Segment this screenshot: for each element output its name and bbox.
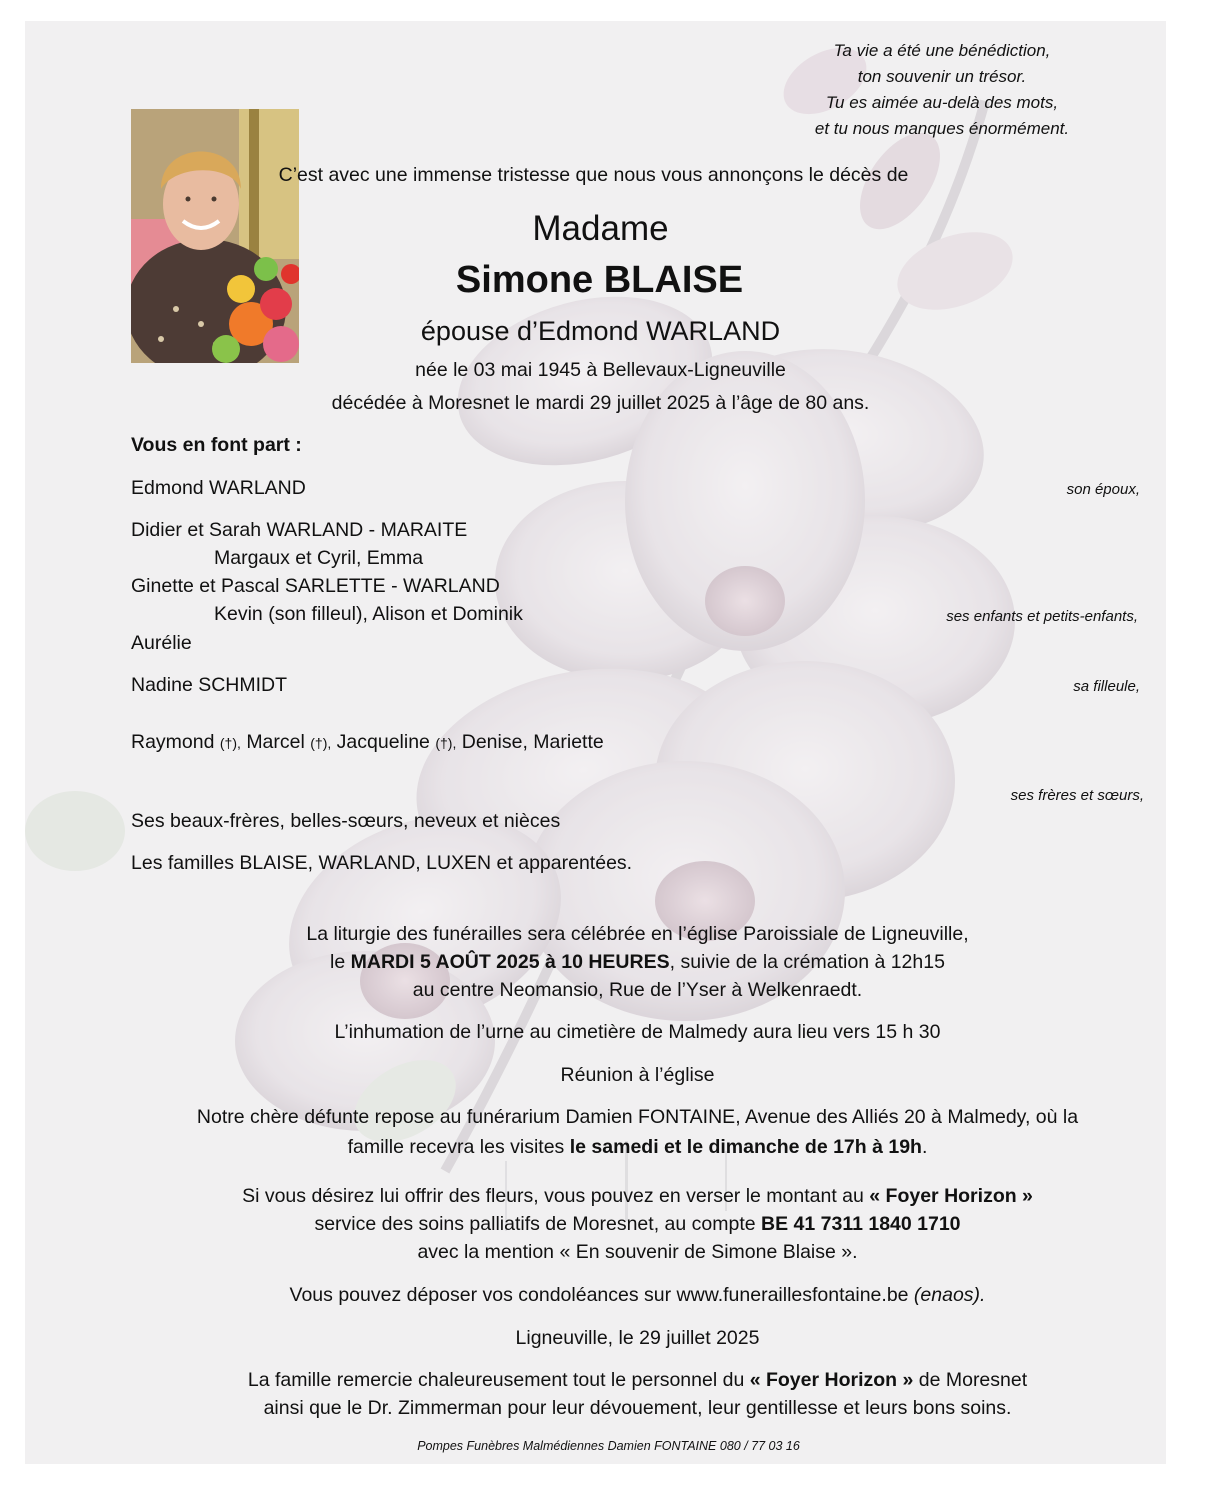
- footer-funeral-home: Pompes Funèbres Malmédiennes Damien FONTAINE 080 / 77 03 16: [417, 1439, 800, 1453]
- poem-line: Tu es aimée au-delà des mots,: [825, 93, 1059, 112]
- poem-line: et tu nous manques énormément.: [814, 119, 1070, 138]
- poem-line: ton souvenir un trésor.: [857, 67, 1027, 86]
- sibling-name: Raymond: [131, 731, 215, 753]
- dagger-mark: (†),: [435, 735, 457, 751]
- poem-line: Ta vie a été une bénédiction,: [833, 41, 1051, 60]
- sibling-name: Denise, Mariette: [461, 731, 604, 753]
- funeral-line-2: le MARDI 5 AOÛT 2025 à 10 HEURES, suivie de la crémation à 12h15: [330, 951, 945, 973]
- dagger-mark: (†),: [310, 735, 332, 751]
- grandchildren-line: Kevin (son filleul), Alison et Dominik: [214, 603, 523, 625]
- birth-line: née le 03 mai 1945 à Bellevaux-Ligneuville: [415, 359, 786, 381]
- resting-line-2: famille recevra les visites le samedi et le dimanche de 17h à 19h.: [347, 1136, 928, 1158]
- thanks-line-2: ainsi que le Dr. Zimmerman pour leur dévouement, leur gentillesse et leurs bons soins.: [263, 1397, 1012, 1419]
- donation-line-2: service des soins palliatifs de Moresnet, au compte BE 41 7311 1840 1710: [314, 1213, 961, 1235]
- dagger-mark: (†),: [219, 735, 241, 751]
- funeral-line-1: La liturgie des funérailles sera célébrée en l’église Paroissiale de Ligneuville,: [306, 923, 969, 945]
- sibling-name: Marcel: [246, 731, 305, 753]
- families-line: Les familles BLAISE, WARLAND, LUXEN et apparentées.: [131, 852, 633, 874]
- funeral-date: MARDI 5 AOÛT 2025 à 10 HEURES: [350, 951, 670, 973]
- funeral-line-3: au centre Neomansio, Rue de l’Yser à Welkenraedt.: [412, 979, 863, 1001]
- goddaughter-name: Nadine SCHMIDT: [131, 674, 288, 696]
- siblings-line: [131, 731, 604, 754]
- meeting-line: Réunion à l’église: [560, 1064, 715, 1086]
- child-line: Ginette et Pascal SARLETTE - WARLAND: [131, 575, 500, 597]
- foyer-horizon: « Foyer Horizon »: [869, 1185, 1033, 1207]
- burial-line: L’inhumation de l’urne au cimetière de Malmedy aura lieu vers 15 h 30: [334, 1021, 941, 1043]
- donation-line-1: Si vous désirez lui offrir des fleurs, vous pouvez en verser le montant au « Foyer Horizon »: [242, 1185, 1033, 1207]
- inlaws-line: Ses beaux-frères, belles-sœurs, neveux et nièces: [131, 810, 561, 832]
- resting-line-1: Notre chère défunte repose au funérarium Damien FONTAINE, Avenue des Alliés 20 à Malmedy, où la: [196, 1106, 1079, 1128]
- intro-text: C’est avec une immense tristesse que nous vous annonçons le décès de: [278, 164, 909, 186]
- sibling-name: Jacqueline: [336, 731, 430, 753]
- deceased-title: Madame: [532, 209, 669, 248]
- bank-account: BE 41 7311 1840 1710: [761, 1213, 961, 1235]
- thanks-line-1: La famille remercie chaleureusement tout le personnel du « Foyer Horizon » de Moresnet: [247, 1369, 1028, 1391]
- visiting-hours: le samedi et le dimanche de 17h à 19h: [569, 1136, 922, 1158]
- condolences-line: Vous pouvez déposer vos condoléances sur www.funeraillesfontaine.be (enaos).: [289, 1284, 986, 1306]
- place-date: Ligneuville, le 29 juillet 2025: [515, 1327, 760, 1349]
- poem: [765, 38, 1119, 142]
- grandchildren-line: Margaux et Cyril, Emma: [214, 547, 424, 569]
- husband-relation: son époux,: [1066, 481, 1140, 498]
- husband-name: Edmond WARLAND: [131, 477, 306, 499]
- family-heading: Vous en font part :: [131, 434, 302, 456]
- children-relation: ses enfants et petits-enfants,: [946, 608, 1138, 625]
- death-line: décédée à Moresnet le mardi 29 juillet 2025 à l’âge de 80 ans.: [331, 392, 870, 414]
- grandchild-line: Aurélie: [131, 632, 192, 654]
- deceased-name: Simone BLAISE: [455, 259, 744, 301]
- spouse-line: épouse d’Edmond WARLAND: [420, 316, 781, 346]
- obituary-card: [25, 21, 1166, 1464]
- siblings-relation: ses frères et sœurs,: [1010, 787, 1144, 804]
- goddaughter-relation: sa filleule,: [1073, 678, 1140, 695]
- donation-line-3: avec la mention « En souvenir de Simone Blaise ».: [417, 1241, 858, 1263]
- child-line: Didier et Sarah WARLAND - MARAITE: [131, 519, 468, 541]
